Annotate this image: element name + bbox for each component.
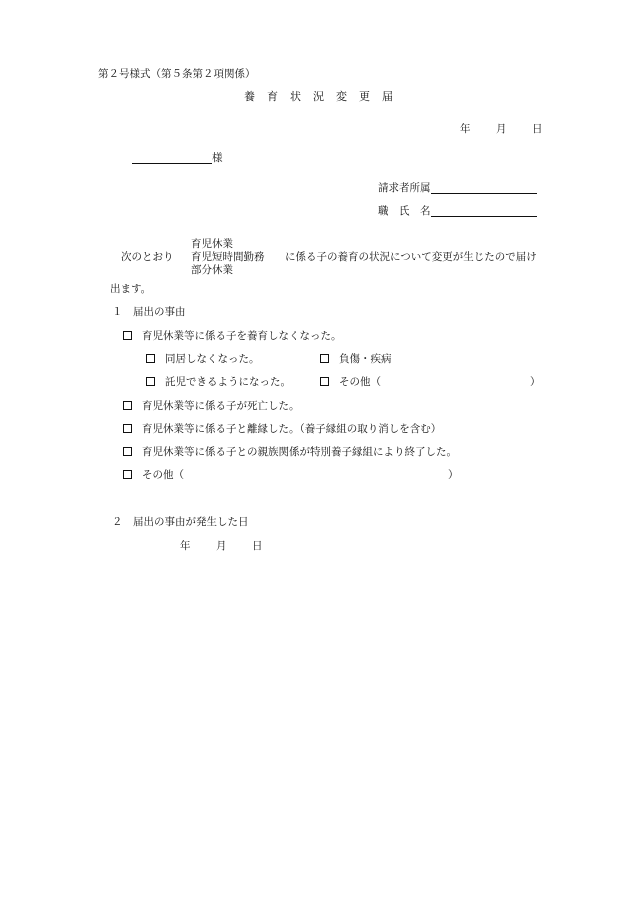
date-day-label: 日 (532, 123, 543, 135)
document-title: 養育状況変更届 (244, 90, 405, 103)
occurrence-day-label: 日 (252, 540, 263, 552)
reason-other-close: ） (448, 469, 459, 481)
checkbox[interactable] (123, 470, 132, 479)
intro-suffix: に係る子の養育の状況について変更が生じたので届け (285, 251, 537, 263)
checkbox[interactable] (146, 377, 155, 386)
addressee-honorific: 様 (212, 151, 223, 164)
subreason-other (320, 376, 381, 388)
reason-label: 育児休業等に係る子を養育しなくなった。 (142, 330, 342, 342)
checkbox[interactable] (320, 354, 329, 363)
checkbox[interactable] (123, 331, 132, 340)
occurrence-year-label: 年 (180, 540, 191, 552)
reason-no-longer-raising (123, 330, 342, 342)
subreason-label: 託児できるようになった。 (165, 376, 291, 388)
intro-continuation: 出ます。 (110, 283, 152, 295)
intro-option-partial-leave: 部分休業 (191, 264, 233, 276)
reason-child-died (123, 400, 300, 412)
reason-other-open: その他（ (142, 469, 184, 481)
reason-label: 育児休業等に係る子が死亡した。 (142, 400, 300, 412)
form-number: 第２号様式（第５条第２項関係） (98, 68, 256, 80)
reason-special-adoption (123, 446, 457, 458)
date-year-label: 年 (460, 123, 471, 135)
intro-option-childcare-leave: 育児休業 (191, 238, 233, 250)
addressee-row (132, 151, 223, 164)
subreason-other-open: その他（ (339, 376, 381, 388)
date-month-label: 月 (496, 123, 507, 135)
subreason-injury (320, 353, 392, 365)
checkbox[interactable] (320, 377, 329, 386)
checkbox[interactable] (123, 424, 132, 433)
addressee-blank-line[interactable] (132, 151, 212, 164)
subreason-label: 同居しなくなった。 (165, 353, 260, 365)
requester-name-label: 職 氏 名 (378, 204, 431, 217)
reason-dissolved-adoption (123, 423, 441, 435)
occurrence-month-label: 月 (216, 540, 227, 552)
subreason-daycare (146, 376, 291, 388)
checkbox[interactable] (146, 354, 155, 363)
checkbox[interactable] (123, 447, 132, 456)
requester-affiliation-row (378, 181, 537, 194)
section1-heading: １ 届出の事由 (112, 306, 186, 318)
subreason-label: 負傷・疾病 (339, 353, 392, 365)
reason-label: 育児休業等に係る子と離縁した。（養子縁組の取り消しを含む） (142, 423, 442, 435)
subreason-other-close: ） (530, 376, 541, 388)
subreason-no-cohabit (146, 353, 260, 365)
requester-affiliation-blank[interactable] (431, 181, 537, 194)
checkbox[interactable] (123, 401, 132, 410)
intro-option-short-hours: 育児短時間勤務 (191, 251, 265, 263)
reason-label: 育児休業等に係る子との親族関係が特別養子縁組により終了した。 (142, 446, 457, 458)
reason-other (123, 469, 184, 481)
requester-name-blank[interactable] (431, 204, 537, 217)
section2-heading: ２ 届出の事由が発生した日 (112, 516, 249, 528)
intro-options-stack (191, 238, 265, 277)
intro-prefix: 次のとおり (121, 251, 174, 263)
requester-affiliation-label: 請求者所属 (378, 181, 431, 194)
requester-name-row (378, 204, 537, 217)
